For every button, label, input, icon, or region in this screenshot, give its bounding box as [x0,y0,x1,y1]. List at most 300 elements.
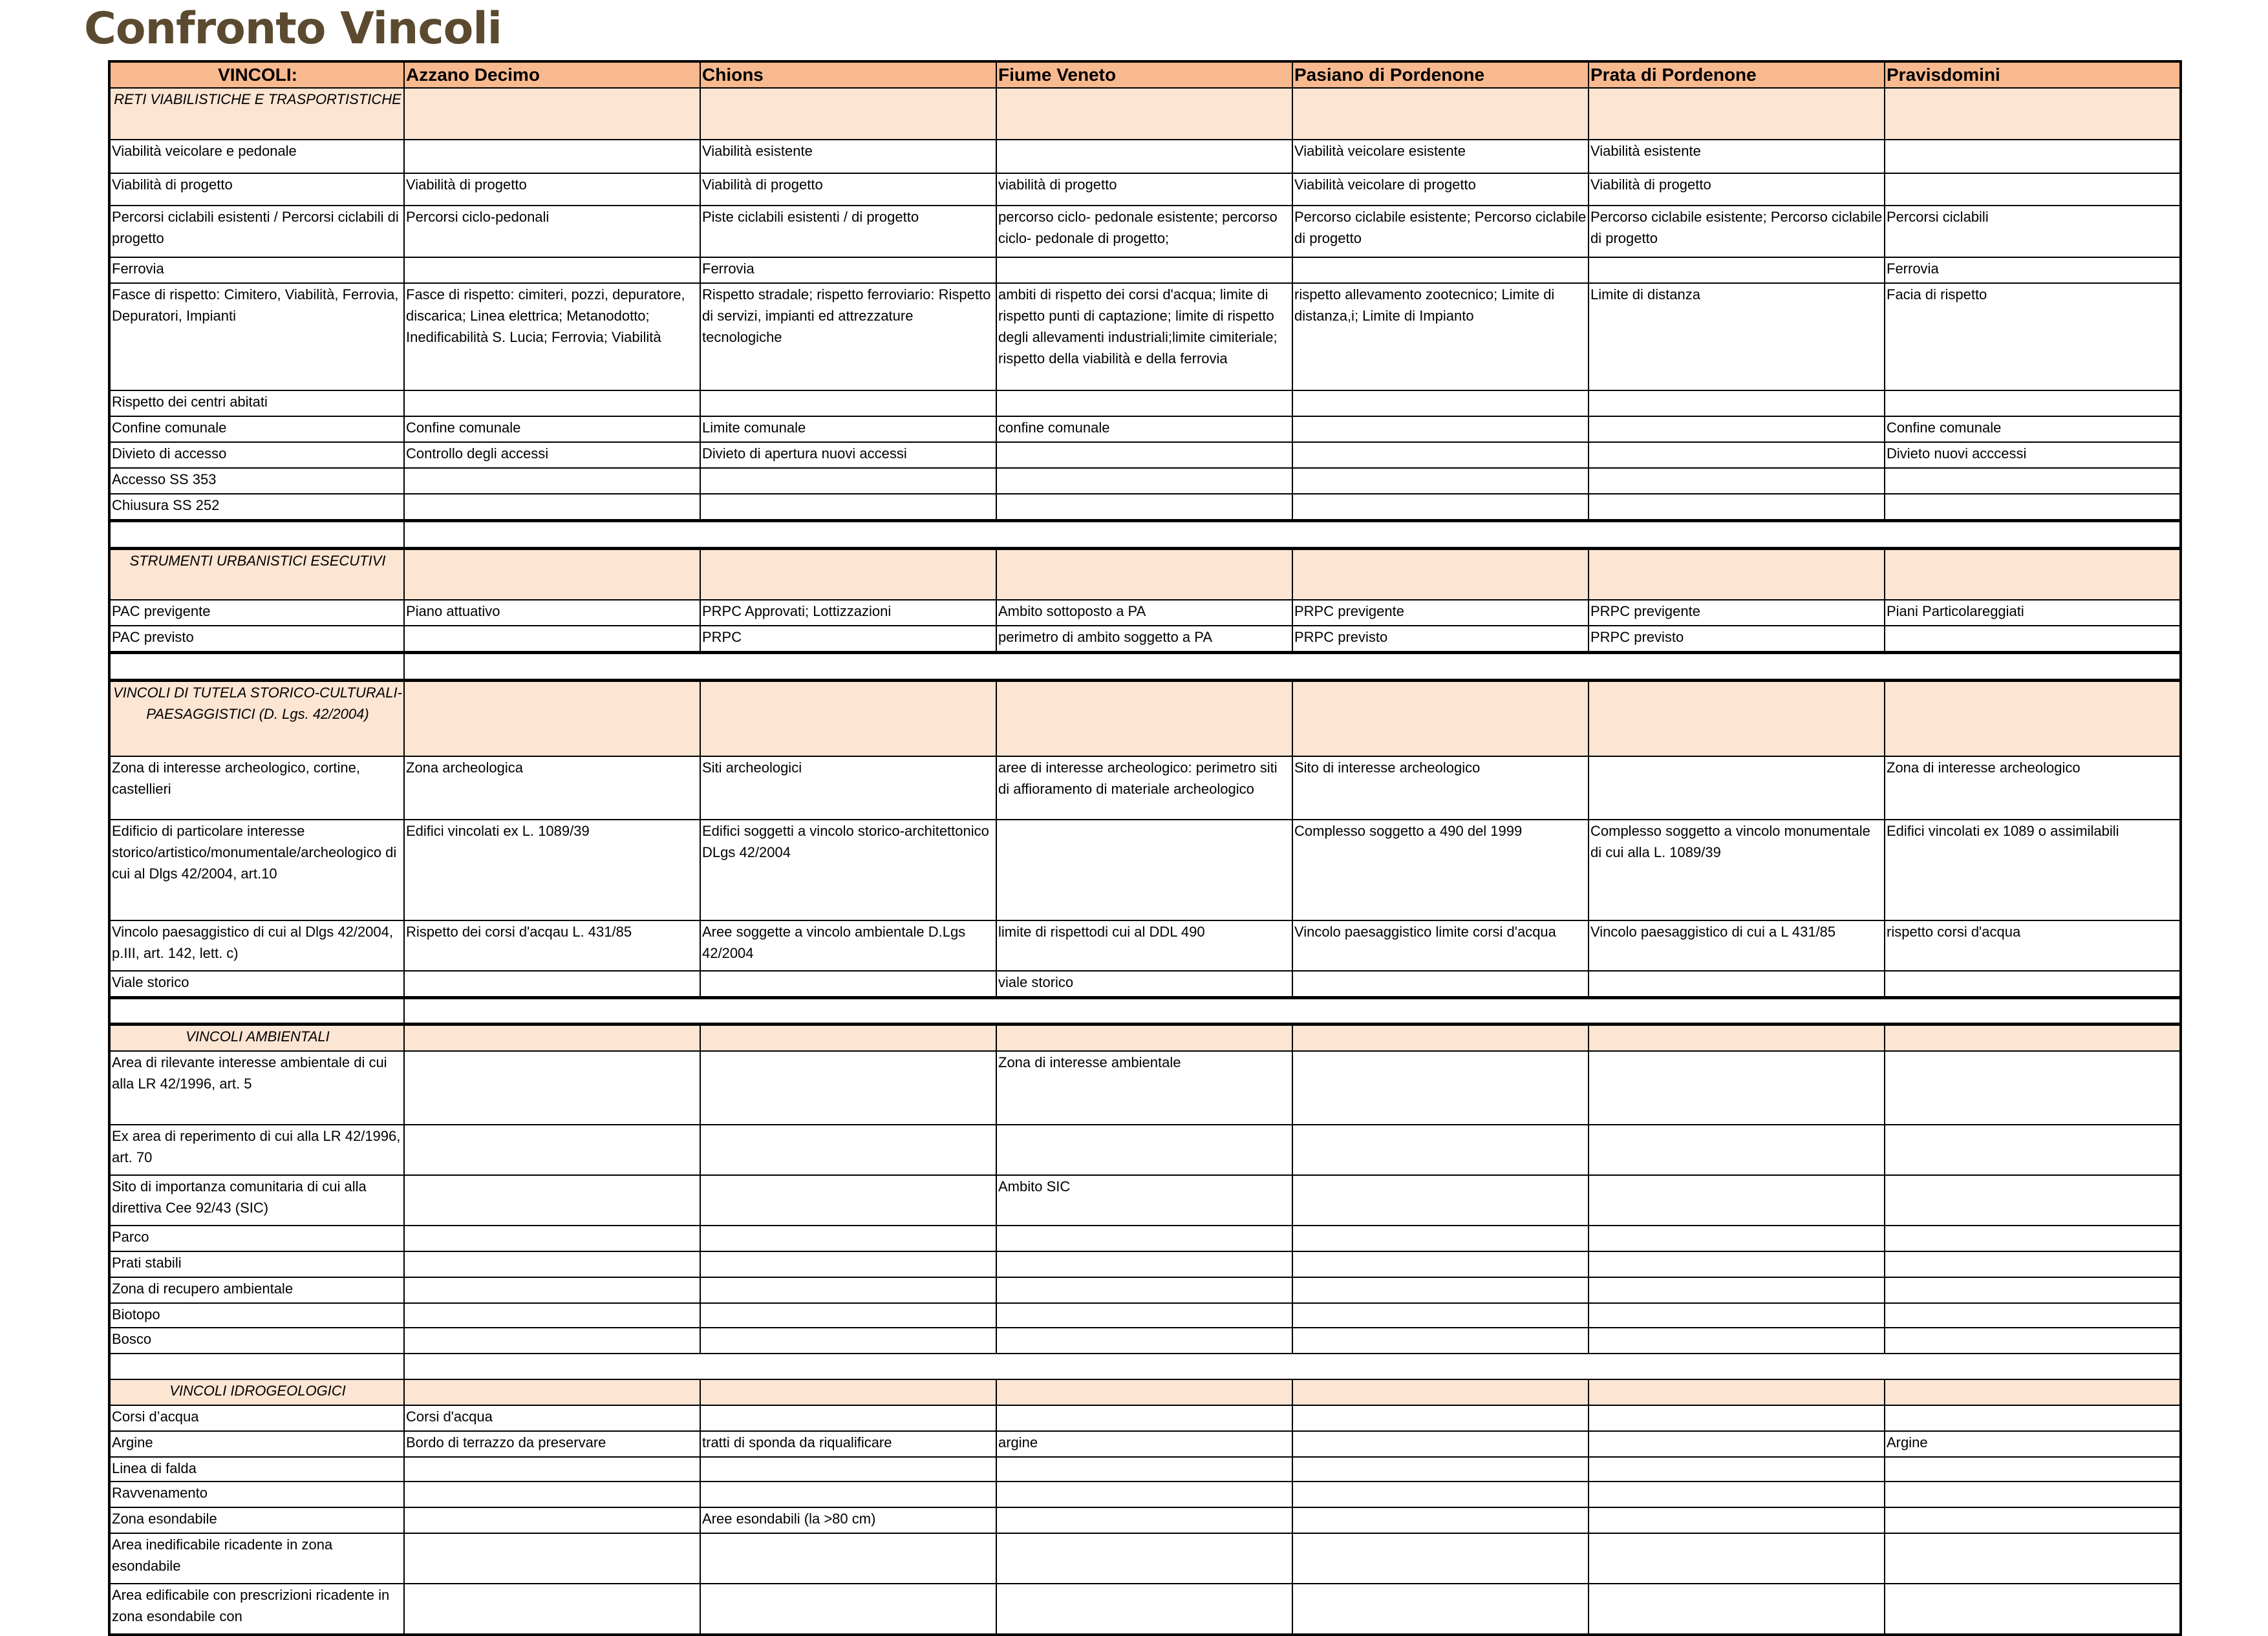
section-title: VINCOLI DI TUTELA STORICO-CULTURALI-PAESAGGISTICI (D. Lgs. 42/2004) [109,681,404,757]
spacer-cell [109,521,404,549]
table-cell [1589,1226,1885,1251]
table-cell [996,820,1292,920]
spacer-cell [404,653,2181,681]
table-cell: Percorsi ciclo-pedonali [404,206,700,257]
section-empty-cell [700,1379,996,1405]
row-label: Zona esondabile [109,1507,404,1533]
section-empty-cell [1589,1379,1885,1405]
table-cell [700,494,996,521]
table-cell [996,442,1292,468]
spacer-cell [109,1354,404,1379]
table-cell: Argine [1885,1431,2181,1457]
table-cell [404,1277,700,1303]
table-cell [1292,1125,1589,1175]
table-cell [1292,1457,1589,1482]
table-cell [1885,1051,2181,1125]
table-cell [996,1328,1292,1354]
table-cell [404,1175,700,1226]
table-cell [1589,468,1885,494]
table-cell [1589,442,1885,468]
table-cell: limite di rispettodi cui al DDL 490 [996,920,1292,971]
table-cell [1885,1303,2181,1328]
table-cell: aree di interesse archeologico: perimetro siti di affioramento di materiale archeologico [996,756,1292,820]
table-cell: Facia di rispetto [1885,283,2181,390]
table-cell [700,390,996,416]
table-cell [1885,1457,2181,1482]
section-empty-cell [1885,1379,2181,1405]
table-cell: ambiti di rispetto dei corsi d'acqua; limite di rispetto punti di captazione; limite di rispetto degli allevamenti industriali;limite cimiteriale; rispetto della viabilità e della ferrovia [996,283,1292,390]
table-cell [700,971,996,998]
table-cell [996,1277,1292,1303]
row-label: Ravvenamento [109,1482,404,1507]
spacer-row [109,998,2181,1025]
table-cell [404,494,700,521]
table-cell [1292,1226,1589,1251]
row-label: Prati stabili [109,1251,404,1277]
row-label: Edificio di particolare interesse storico/artistico/monumentale/archeologico di cui al Dlgs 42/2004, art.10 [109,820,404,920]
table-cell [700,1125,996,1175]
table-cell [1885,1277,2181,1303]
row-label: Vincolo paesaggistico di cui al Dlgs 42/2004, p.III, art. 142, lett. c) [109,920,404,971]
table-cell [700,1277,996,1303]
table-row [109,1251,2181,1277]
section-header-row [109,1379,2181,1405]
row-label: Ferrovia [109,257,404,283]
row-label: PAC previgente [109,600,404,626]
table-cell [1885,1251,2181,1277]
table-cell [404,1584,700,1635]
row-label: Chiusura SS 252 [109,494,404,521]
table-cell: Complesso soggetto a 490 del 1999 [1292,820,1589,920]
table-cell [1885,1328,2181,1354]
section-header-row [109,1025,2181,1052]
table-row [109,971,2181,998]
row-label: PAC previsto [109,626,404,653]
table-cell: Percorso ciclabile esistente; Percorso ciclabile di progetto [1589,206,1885,257]
table-row [109,820,2181,920]
table-cell: PRPC [700,626,996,653]
section-empty-cell [700,549,996,600]
table-cell: Ferrovia [700,257,996,283]
row-label: Area inedificabile ricadente in zona esondabile [109,1533,404,1584]
table-cell [1589,1431,1885,1457]
table-row [109,416,2181,442]
section-empty-cell [1292,88,1589,140]
table-row [109,1303,2181,1328]
table-cell [1885,390,2181,416]
table-cell: Vincolo paesaggistico di cui a L 431/85 [1589,920,1885,971]
table-cell: viabilità di progetto [996,173,1292,206]
section-empty-cell [996,88,1292,140]
table-cell [700,1482,996,1507]
table-row [109,140,2181,173]
header-fiume-veneto: Fiume Veneto [996,61,1292,88]
spacer-row [109,521,2181,549]
table-cell [700,1251,996,1277]
header-azzano-decimo: Azzano Decimo [404,61,700,88]
table-cell [1292,971,1589,998]
table-cell [1292,494,1589,521]
row-label: Zona di interesse archeologico, cortine, castellieri [109,756,404,820]
table-row [109,442,2181,468]
table-cell [1292,390,1589,416]
section-empty-cell [700,1025,996,1052]
table-cell [1589,1125,1885,1175]
table-cell: PRPC Approvati; Lottizzazioni [700,600,996,626]
table-cell [1589,1251,1885,1277]
table-cell [1589,971,1885,998]
table-cell [1292,1303,1589,1328]
table-cell: Ambito SIC [996,1175,1292,1226]
table-row [109,626,2181,653]
table-cell [404,468,700,494]
section-title: VINCOLI IDROGEOLOGICI [109,1379,404,1405]
table-cell [700,1226,996,1251]
table-cell: PRPC previgente [1292,600,1589,626]
table-cell: Aree soggette a vincolo ambientale D.Lgs 42/2004 [700,920,996,971]
section-empty-cell [1589,88,1885,140]
table-cell [996,1507,1292,1533]
spacer-cell [404,521,2181,549]
table-cell: rispetto corsi d'acqua [1885,920,2181,971]
table-cell: rispetto allevamento zootecnico; Limite di distanza,i; Limite di Impianto [1292,283,1589,390]
table-cell: Vincolo paesaggistico limite corsi d'acqua [1292,920,1589,971]
table-cell [1885,173,2181,206]
table-cell [1292,257,1589,283]
spacer-row [109,1354,2181,1379]
table-row [109,468,2181,494]
table-cell [1292,416,1589,442]
table-cell: Percorso ciclabile esistente; Percorso ciclabile di progetto [1292,206,1589,257]
spacer-cell [109,653,404,681]
table-cell [404,1251,700,1277]
table-cell [1292,1051,1589,1125]
table-cell [1885,1125,2181,1175]
table-cell: Confine comunale [1885,416,2181,442]
row-label: Zona di recupero ambientale [109,1277,404,1303]
table-cell [700,1457,996,1482]
table-cell [996,1533,1292,1584]
table-cell: Divieto nuovi acccessi [1885,442,2181,468]
section-title: STRUMENTI URBANISTICI ESECUTIVI [109,549,404,600]
table-row [109,1051,2181,1125]
table-cell [996,1226,1292,1251]
table-cell [1885,1533,2181,1584]
table-cell [1292,468,1589,494]
row-label: Sito di importanza comunitaria di cui alla direttiva Cee 92/43 (SIC) [109,1175,404,1226]
header-vincoli: VINCOLI: [109,61,404,88]
table-cell [1589,494,1885,521]
table-cell [1292,1328,1589,1354]
table-row [109,1482,2181,1507]
row-label: Fasce di rispetto: Cimitero, Viabilità, Ferrovia, Depuratori, Impianti [109,283,404,390]
table-cell [1292,442,1589,468]
table-cell [404,971,700,998]
table-cell [1589,1457,1885,1482]
table-cell [700,1328,996,1354]
table-row [109,1431,2181,1457]
table-cell [1885,140,2181,173]
table-cell: Viabilità esistente [700,140,996,173]
table-cell [996,494,1292,521]
section-header-row [109,549,2181,600]
table-cell: percorso ciclo- pedonale esistente; percorso ciclo- pedonale di progetto; [996,206,1292,257]
section-empty-cell [404,88,700,140]
section-empty-cell [1885,88,2181,140]
table-cell [996,257,1292,283]
section-empty-cell [996,1025,1292,1052]
table-cell [996,1482,1292,1507]
table-cell [1589,1328,1885,1354]
table-row [109,920,2181,971]
table-cell [1589,1482,1885,1507]
row-label: Ex area di reperimento di cui alla LR 42/1996, art. 70 [109,1125,404,1175]
table-row [109,1533,2181,1584]
row-label: Parco [109,1226,404,1251]
table-cell [1292,1533,1589,1584]
table-cell [1885,1482,2181,1507]
table-cell: tratti di sponda da riqualificare [700,1431,996,1457]
table-cell [1292,1405,1589,1431]
table-cell [1589,756,1885,820]
table-cell [404,1533,700,1584]
section-empty-cell [404,681,700,757]
row-label: Area edificabile con prescrizioni ricadente in zona esondabile con [109,1584,404,1635]
section-empty-cell [1885,549,2181,600]
table-row [109,1507,2181,1533]
section-empty-cell [1292,1379,1589,1405]
table-cell [404,1482,700,1507]
table-cell: Limite di distanza [1589,283,1885,390]
table-cell [404,1303,700,1328]
table-cell [700,1584,996,1635]
table-row [109,1584,2181,1635]
table-row [109,257,2181,283]
table-cell [700,1533,996,1584]
table-cell [1885,1507,2181,1533]
row-label: Corsi d’acqua [109,1405,404,1431]
spacer-cell [404,1354,2181,1379]
table-cell: Viabilità di progetto [1589,173,1885,206]
table-cell [996,1125,1292,1175]
table-cell [404,1457,700,1482]
table-cell: Controllo degli accessi [404,442,700,468]
row-label: Bosco [109,1328,404,1354]
table-cell: Aree esondabili (la >80 cm) [700,1507,996,1533]
table-cell: Viabilità esistente [1589,140,1885,173]
table-cell: Piano attuativo [404,600,700,626]
table-header-row [109,61,2181,88]
section-empty-cell [996,1379,1292,1405]
table-cell [1885,1584,2181,1635]
row-label: Argine [109,1431,404,1457]
table-cell: Corsi d'acqua [404,1405,700,1431]
table-cell [996,1303,1292,1328]
table-cell: perimetro di ambito soggetto a PA [996,626,1292,653]
section-empty-cell [1885,1025,2181,1052]
section-title: RETI VIABILISTICHE E TRASPORTISTICHE [109,88,404,140]
table-cell: Bordo di terrazzo da preservare [404,1431,700,1457]
table-cell [700,468,996,494]
table-cell: Complesso soggetto a vincolo monumentale di cui alla L. 1089/39 [1589,820,1885,920]
table-cell [996,1405,1292,1431]
table-cell [996,1584,1292,1635]
section-empty-cell [996,681,1292,757]
table-cell [996,390,1292,416]
table-cell [1589,390,1885,416]
table-cell [1292,1584,1589,1635]
table-cell [1589,1277,1885,1303]
table-cell [404,257,700,283]
table-cell: Zona archeologica [404,756,700,820]
table-row [109,206,2181,257]
table-cell: Viabilità veicolare di progetto [1292,173,1589,206]
table-row [109,600,2181,626]
table-cell: Sito di interesse archeologico [1292,756,1589,820]
table-cell: Percorsi ciclabili [1885,206,2181,257]
table-cell [1885,1175,2181,1226]
section-empty-cell [404,549,700,600]
table-cell: Rispetto dei corsi d'acqau L. 431/85 [404,920,700,971]
spacer-row [109,653,2181,681]
table-cell [1589,1175,1885,1226]
table-cell: Edifici vincolati ex L. 1089/39 [404,820,700,920]
table-cell [1292,1431,1589,1457]
table-row [109,494,2181,521]
table-cell [1292,1175,1589,1226]
table-cell [996,140,1292,173]
table-cell [700,1175,996,1226]
table-cell: Ferrovia [1885,257,2181,283]
table-cell [404,140,700,173]
header-chions: Chions [700,61,996,88]
table-cell: Confine comunale [404,416,700,442]
section-title: VINCOLI AMBIENTALI [109,1025,404,1052]
table-cell [1589,1533,1885,1584]
row-label: Viale storico [109,971,404,998]
table-cell [1589,1051,1885,1125]
table-cell [1589,1303,1885,1328]
table-cell [1885,1405,2181,1431]
table-row [109,1125,2181,1175]
section-empty-cell [1589,681,1885,757]
table-cell [1589,416,1885,442]
table-cell [1885,468,2181,494]
row-label: Accesso SS 353 [109,468,404,494]
table-cell: PRPC previgente [1589,600,1885,626]
section-empty-cell [1292,549,1589,600]
table-cell [1292,1507,1589,1533]
row-label: Viabilità di progetto [109,173,404,206]
table-row [109,1405,2181,1431]
table-cell [1589,1405,1885,1431]
table-cell: PRPC previsto [1589,626,1885,653]
table-cell [700,1051,996,1125]
table-cell [996,1251,1292,1277]
row-label: Rispetto dei centri abitati [109,390,404,416]
table-cell: Edifici soggetti a vincolo storico-architettonico DLgs 42/2004 [700,820,996,920]
row-label: Viabilità veicolare e pedonale [109,140,404,173]
table-row [109,283,2181,390]
table-cell: Limite comunale [700,416,996,442]
table-cell [1292,1251,1589,1277]
row-label: Area di rilevante interesse ambientale di cui alla LR 42/1996, art. 5 [109,1051,404,1125]
table-cell [700,1303,996,1328]
section-empty-cell [1885,681,2181,757]
section-empty-cell [1292,681,1589,757]
table-row [109,756,2181,820]
table-row [109,1328,2181,1354]
table-cell: Siti archeologici [700,756,996,820]
table-cell [700,1405,996,1431]
table-cell: Viabilità di progetto [404,173,700,206]
table-cell [1589,1507,1885,1533]
table-cell [404,1507,700,1533]
table-cell: argine [996,1431,1292,1457]
table-cell [996,1457,1292,1482]
table-cell [1589,1584,1885,1635]
table-cell [1885,971,2181,998]
table-cell: Ambito sottoposto a PA [996,600,1292,626]
header-pravisdomini: Pravisdomini [1885,61,2181,88]
table-cell: Zona di interesse ambientale [996,1051,1292,1125]
table-cell [404,1328,700,1354]
page-title: Confronto Vincoli [84,3,502,54]
table-cell [404,1125,700,1175]
table-cell: Edifici vincolati ex 1089 o assimilabili [1885,820,2181,920]
table-cell: Fasce di rispetto: cimiteri, pozzi, depuratore, discarica; Linea elettrica; Metanodotto; Inedificabilità S. Lucia; Ferrovia; Viabilità [404,283,700,390]
header-prata-di-pordenone: Prata di Pordenone [1589,61,1885,88]
section-empty-cell [404,1025,700,1052]
section-empty-cell [404,1379,700,1405]
table-row [109,1175,2181,1226]
section-header-row [109,681,2181,757]
table-cell: Viabilità di progetto [700,173,996,206]
table-cell [996,468,1292,494]
table-cell: confine comunale [996,416,1292,442]
table-cell: Rispetto stradale; rispetto ferroviario: Rispetto di servizi, impianti ed attrezzature tecnologiche [700,283,996,390]
constraints-table [108,60,2182,1636]
section-empty-cell [700,88,996,140]
table-cell [1885,626,2181,653]
table-row [109,173,2181,206]
table-cell [1885,494,2181,521]
table-cell: Piste ciclabili esistenti / di progetto [700,206,996,257]
table-cell: PRPC previsto [1292,626,1589,653]
table-cell [1292,1482,1589,1507]
header-pasiano-di-pordenone: Pasiano di Pordenone [1292,61,1589,88]
table-cell: Zona di interesse archeologico [1885,756,2181,820]
row-label: Linea di falda [109,1457,404,1482]
section-empty-cell [1589,549,1885,600]
section-empty-cell [1292,1025,1589,1052]
table-cell: Piani Particolareggiati [1885,600,2181,626]
table-cell [1885,1226,2181,1251]
table-cell [404,390,700,416]
spacer-cell [404,998,2181,1025]
row-label: Divieto di accesso [109,442,404,468]
table-cell [404,1051,700,1125]
table-cell [404,1226,700,1251]
table-cell: viale storico [996,971,1292,998]
table-row [109,1277,2181,1303]
table-row [109,1457,2181,1482]
row-label: Percorsi ciclabili esistenti / Percorsi ciclabili di progetto [109,206,404,257]
section-header-row [109,88,2181,140]
table-cell [1292,1277,1589,1303]
spacer-cell [109,998,404,1025]
table-cell [404,626,700,653]
